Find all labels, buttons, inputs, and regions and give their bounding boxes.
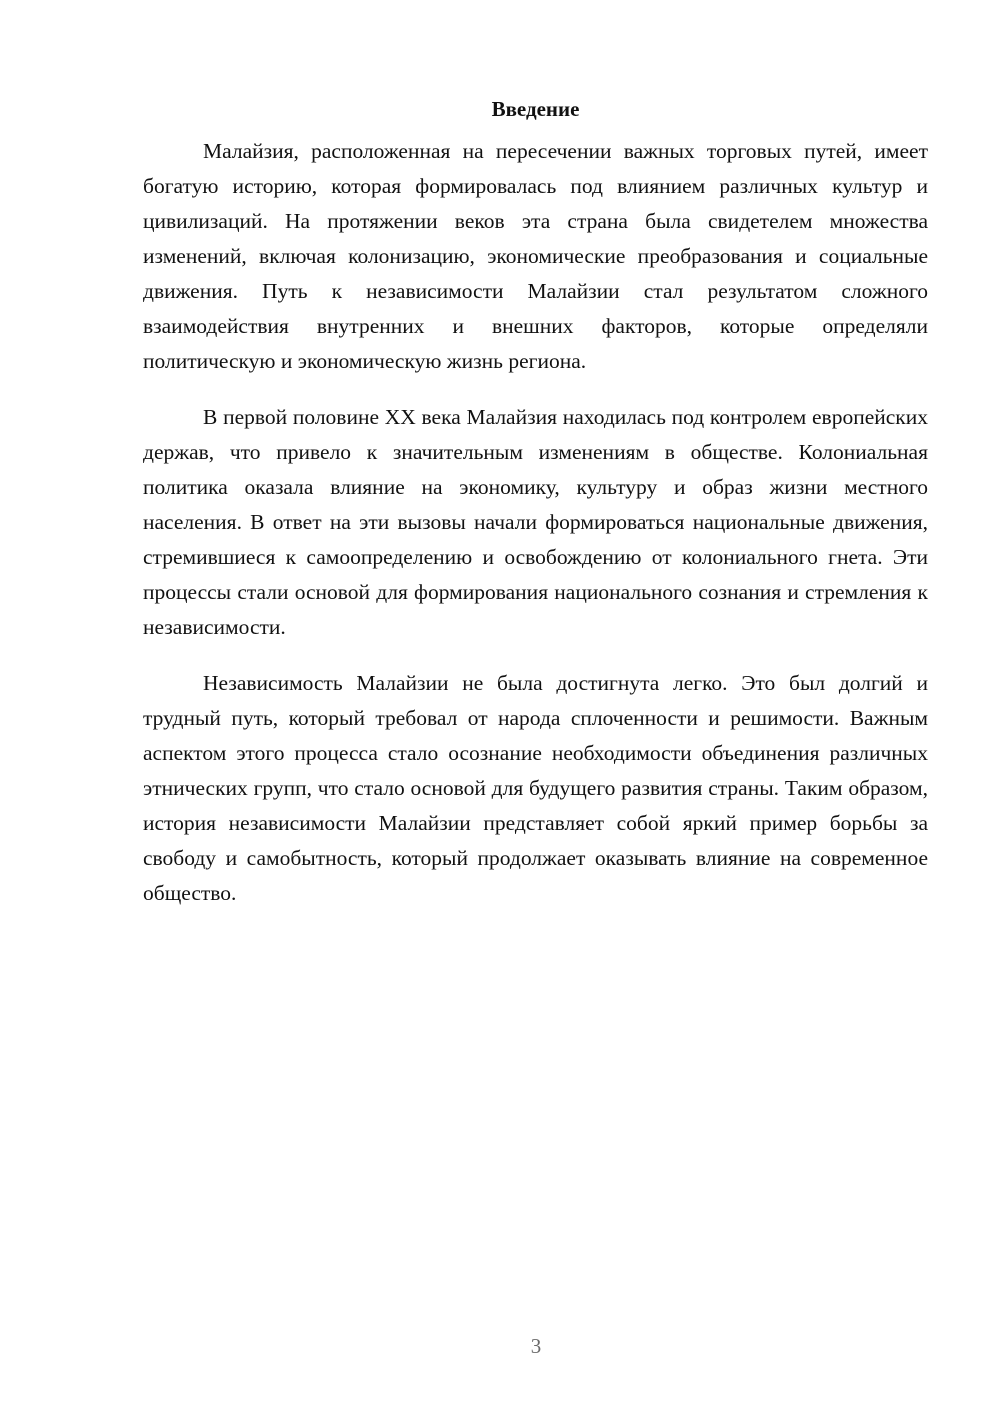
page-number: 3 (530, 1334, 542, 1358)
page-content (143, 92, 928, 932)
paragraph-3: Независимость Малайзии не была достигнута легко. Это был долгий и трудный путь, который требовал от народа сплоченности и решимости. Важным аспектом этого процесса стало осознание необходимости объединения различных этнических групп, что стало основой для будущего развития страны. Таким образом, история независимости Малайзии представляет собой яркий пример борьбы за свободу и самобытность, который продолжает оказывать влияние на современное общество. (143, 671, 928, 905)
section-heading: Введение (491, 97, 580, 121)
paragraph-2: В первой половине XX века Малайзия находилась под контролем европейских держав, что привело к значительным изменениям в обществе. Колониальная политика оказала влияние на экономику, культуру и образ жизни местного населения. В ответ на эти вызовы начали формироваться национальные движения, стремившиеся к самоопределению и освобождению от колониального гнета. Эти процессы стали основой для формирования национального сознания и стремления к независимости. (143, 405, 928, 639)
paragraph-1: Малайзия, расположенная на пересечении важных торговых путей, имеет богатую историю, которая формировалась под влиянием различных культур и цивилизаций. На протяжении веков эта страна была свидетелем множества изменений, включая колонизацию, экономические преобразования и социальные движения. Путь к независимости Малайзии стал результатом сложного взаимодействия внутренних и внешних факторов, которые определяли политическую и экономическую жизнь региона. (143, 139, 928, 373)
